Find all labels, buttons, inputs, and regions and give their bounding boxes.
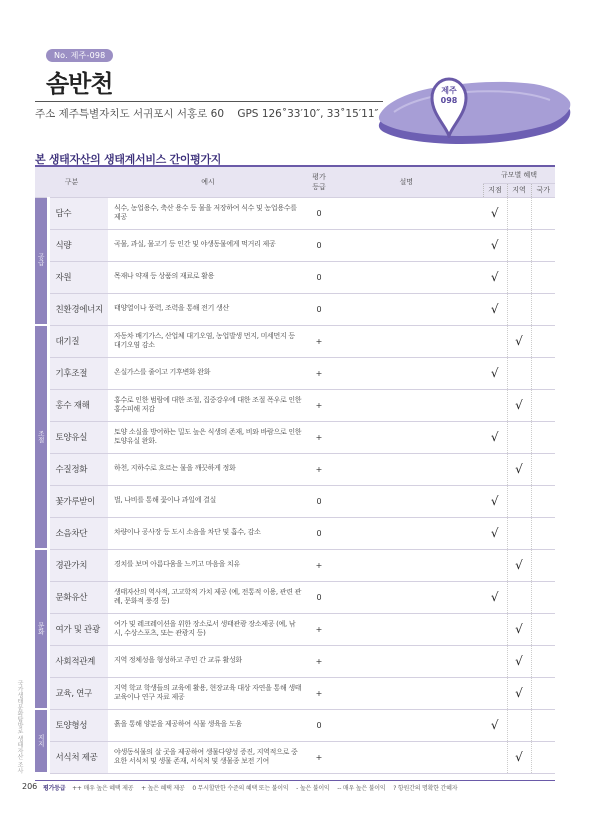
check-national: [531, 389, 555, 421]
check-regional: [507, 229, 531, 261]
pin-label-line1: 제주: [441, 86, 457, 95]
service-grade: +: [308, 677, 330, 709]
page-title: 솜반천: [46, 70, 113, 98]
check-local: √: [483, 485, 507, 517]
service-grade: +: [308, 357, 330, 389]
service-name: 사회적관계: [48, 645, 108, 677]
check-national: [531, 613, 555, 645]
check-local: √: [483, 709, 507, 741]
service-explanation: [330, 549, 483, 581]
service-grade: +: [308, 613, 330, 645]
page-number: 206: [22, 782, 38, 791]
address-line: [35, 106, 378, 121]
service-grade: 0: [308, 197, 330, 229]
service-grade: 0: [308, 229, 330, 261]
address-text: 주소 제주특별자치도 서귀포시 서홍로 60: [35, 108, 224, 120]
check-local: [483, 645, 507, 677]
table-row: [35, 197, 555, 229]
section-title: 본 생태자산의 생태계서비스 간이평가지: [35, 153, 222, 166]
check-regional: √: [507, 677, 531, 709]
check-local: [483, 453, 507, 485]
header-scale-benefit: 규모별 혜택: [483, 167, 555, 183]
check-national: [531, 581, 555, 613]
table-row: [35, 421, 555, 453]
pin-label: [428, 86, 470, 106]
legend-label: 평가등급: [43, 785, 66, 792]
service-name: 서식처 제공: [48, 741, 108, 773]
service-grade: +: [308, 421, 330, 453]
title-divider: [35, 101, 383, 102]
check-local: √: [483, 293, 507, 325]
service-explanation: [330, 485, 483, 517]
legend-item: ? 항원간의 명확한 간혜자: [393, 785, 458, 792]
page-id-badge: No. 제주-098: [46, 49, 113, 62]
service-example: 경치를 보며 아름다움을 느끼고 마음을 치유: [108, 549, 308, 581]
check-regional: [507, 581, 531, 613]
check-regional: [507, 421, 531, 453]
table-row: [35, 709, 555, 741]
service-example: 하천, 지하수로 흐르는 물을 깨끗하게 정화: [108, 453, 308, 485]
check-local: [483, 741, 507, 773]
header-grade-line1: 평가: [312, 172, 326, 181]
legend-item: - 높은 불이익: [296, 785, 330, 792]
check-national: [531, 293, 555, 325]
service-explanation: [330, 709, 483, 741]
category-group-label: [35, 549, 48, 709]
service-example: 홍수로 인한 범람에 대한 조절, 집중강우에 대한 조절 폭우로 인한 홍수피해 저감: [108, 389, 308, 421]
service-explanation: [330, 421, 483, 453]
category-group-text: 공급: [36, 253, 45, 267]
check-national: [531, 421, 555, 453]
service-grade: 0: [308, 517, 330, 549]
check-regional: √: [507, 645, 531, 677]
service-name: 친환경에너지: [48, 293, 108, 325]
pin-label-line2: 098: [440, 96, 458, 105]
check-local: [483, 613, 507, 645]
check-regional: √: [507, 453, 531, 485]
service-example: 토양 소실을 방어하는 밀도 높은 식생의 존재, 비와 바람으로 인한 토양유실 완화.: [108, 421, 308, 453]
grade-legend: [43, 783, 463, 792]
legend-item: ++ 매우 높은 혜택 제공: [72, 785, 134, 792]
check-local: √: [483, 261, 507, 293]
service-example: 생태자산의 역사적, 고고학적 가치 제공 (예, 전통적 이용, 관련 관례, 문화적 풍경 등): [108, 581, 308, 613]
table-row: [35, 261, 555, 293]
service-explanation: [330, 677, 483, 709]
check-regional: [507, 709, 531, 741]
service-name: 대기질: [48, 325, 108, 357]
service-explanation: [330, 293, 483, 325]
check-local: √: [483, 197, 507, 229]
table-row: [35, 485, 555, 517]
service-name: 수질정화: [48, 453, 108, 485]
check-national: [531, 709, 555, 741]
service-example: 벌, 나비를 통해 꽃이나 과일에 결실: [108, 485, 308, 517]
service-name: 꽃가루받이: [48, 485, 108, 517]
check-regional: [507, 261, 531, 293]
header-category: 구분: [35, 167, 108, 197]
check-local: [483, 677, 507, 709]
service-example: 곡물, 과실, 물고기 등 인간 및 야생동물에게 먹거리 제공: [108, 229, 308, 261]
category-group-label: [35, 325, 48, 549]
table-row: [35, 325, 555, 357]
service-example: 여가 및 레크레이션을 위한 장소로서 생태관광 장소제공 (예, 낚시, 수상스포츠, 또는 관광지 등): [108, 613, 308, 645]
check-national: [531, 325, 555, 357]
legend-item: 0 무시할만한 수준의 혜택 또는 불이익: [192, 785, 289, 792]
service-explanation: [330, 645, 483, 677]
service-name: 교육, 연구: [48, 677, 108, 709]
check-regional: [507, 293, 531, 325]
table-row: [35, 293, 555, 325]
service-example: 차량이나 공사장 등 도시 소음을 차단 및 흡수, 감소: [108, 517, 308, 549]
table-row: [35, 677, 555, 709]
service-example: 지역 학교 학생들의 교육에 활용, 현장교육 대상 자연을 통해 생태교육이나 연구 자료 제공: [108, 677, 308, 709]
service-name: 자원: [48, 261, 108, 293]
service-explanation: [330, 389, 483, 421]
table-row: [35, 741, 555, 773]
table-row: [35, 549, 555, 581]
service-name: 문화유산: [48, 581, 108, 613]
table-row: [35, 357, 555, 389]
table-body: [35, 197, 555, 773]
table-row: [35, 517, 555, 549]
service-name: 홍수 재해: [48, 389, 108, 421]
check-national: [531, 261, 555, 293]
table-row: [35, 581, 555, 613]
service-name: 기후조절: [48, 357, 108, 389]
service-grade: 0: [308, 485, 330, 517]
service-grade: +: [308, 645, 330, 677]
category-group-text: 문화: [36, 621, 45, 635]
check-local: √: [483, 229, 507, 261]
service-name: 토양유실: [48, 421, 108, 453]
legend-item: -- 매우 높은 불이익: [337, 785, 386, 792]
check-local: √: [483, 581, 507, 613]
gps-text: GPS 126˚33′10″, 33˚15′11″: [237, 108, 379, 120]
service-explanation: [330, 357, 483, 389]
check-regional: √: [507, 389, 531, 421]
service-example: 야생동식물의 살 곳을 제공하여 생물다양성 증진, 지역적으로 중요한 서식처 및 생물 존재, 서식처 및 생물종 보전 기여: [108, 741, 308, 773]
service-grade: +: [308, 549, 330, 581]
header-example: 예시: [108, 167, 308, 197]
ecosystem-service-table: [35, 167, 555, 774]
check-local: [483, 325, 507, 357]
service-explanation: [330, 741, 483, 773]
check-local: √: [483, 421, 507, 453]
check-national: [531, 453, 555, 485]
service-grade: +: [308, 453, 330, 485]
header-explanation: 설명: [330, 167, 483, 197]
footer-divider: [35, 780, 555, 781]
check-national: [531, 549, 555, 581]
check-national: [531, 485, 555, 517]
service-grade: +: [308, 389, 330, 421]
check-regional: √: [507, 325, 531, 357]
service-grade: +: [308, 325, 330, 357]
service-explanation: [330, 325, 483, 357]
header-national: 국가: [531, 183, 555, 197]
service-explanation: [330, 261, 483, 293]
check-regional: [507, 357, 531, 389]
service-explanation: [330, 197, 483, 229]
service-grade: 0: [308, 261, 330, 293]
service-explanation: [330, 453, 483, 485]
service-explanation: [330, 517, 483, 549]
service-example: 흙을 통해 양분을 제공하여 식물 생육을 도움: [108, 709, 308, 741]
category-group-label: [35, 709, 48, 773]
check-national: [531, 645, 555, 677]
header-grade: [308, 167, 330, 197]
check-regional: [507, 197, 531, 229]
service-grade: +: [308, 741, 330, 773]
header-local: 지점: [483, 183, 507, 197]
check-regional: [507, 485, 531, 517]
check-local: √: [483, 517, 507, 549]
service-name: 식량: [48, 229, 108, 261]
category-group-text: 지지: [36, 733, 45, 747]
check-national: [531, 517, 555, 549]
table-row: [35, 645, 555, 677]
check-national: [531, 229, 555, 261]
table-row: [35, 613, 555, 645]
side-running-title: 국가생태문화탐방로 생태자산 조사: [16, 680, 23, 774]
category-group-label: [35, 197, 48, 325]
service-example: 태양열이나 풍력, 조력을 통해 전기 생산: [108, 293, 308, 325]
check-local: √: [483, 357, 507, 389]
service-name: 토양형성: [48, 709, 108, 741]
service-example: 온실가스를 줄이고 기후변화 완화: [108, 357, 308, 389]
check-regional: √: [507, 741, 531, 773]
header-regional: 지역: [507, 183, 531, 197]
header-grade-line2: 등급: [312, 182, 326, 191]
table-row: [35, 453, 555, 485]
service-grade: 0: [308, 293, 330, 325]
service-name: 소음차단: [48, 517, 108, 549]
check-national: [531, 677, 555, 709]
check-local: [483, 549, 507, 581]
service-explanation: [330, 229, 483, 261]
check-national: [531, 741, 555, 773]
check-regional: √: [507, 613, 531, 645]
table-row: [35, 389, 555, 421]
service-name: 경관가치: [48, 549, 108, 581]
service-example: 자동차 배기가스, 산업체 대기오염, 농업발생 먼지, 미세먼지 등 대기오염 감소: [108, 325, 308, 357]
service-explanation: [330, 613, 483, 645]
service-grade: 0: [308, 581, 330, 613]
check-regional: √: [507, 549, 531, 581]
check-local: [483, 389, 507, 421]
service-grade: 0: [308, 709, 330, 741]
service-example: 목재나 약재 등 상품의 재료로 활용: [108, 261, 308, 293]
service-name: 여가 및 관광: [48, 613, 108, 645]
check-national: [531, 357, 555, 389]
service-name: 담수: [48, 197, 108, 229]
check-national: [531, 197, 555, 229]
table-row: [35, 229, 555, 261]
legend-item: + 높은 혜택 제공: [141, 785, 185, 792]
category-group-text: 조절: [36, 429, 45, 443]
service-explanation: [330, 581, 483, 613]
check-regional: [507, 517, 531, 549]
service-example: 지역 정체성을 형성하고 주민 간 교류 활성화: [108, 645, 308, 677]
service-example: 식수, 농업용수, 축산 용수 등 물을 저장하여 식수 및 농업용수를 제공: [108, 197, 308, 229]
jeju-island-map-icon: [374, 78, 574, 144]
